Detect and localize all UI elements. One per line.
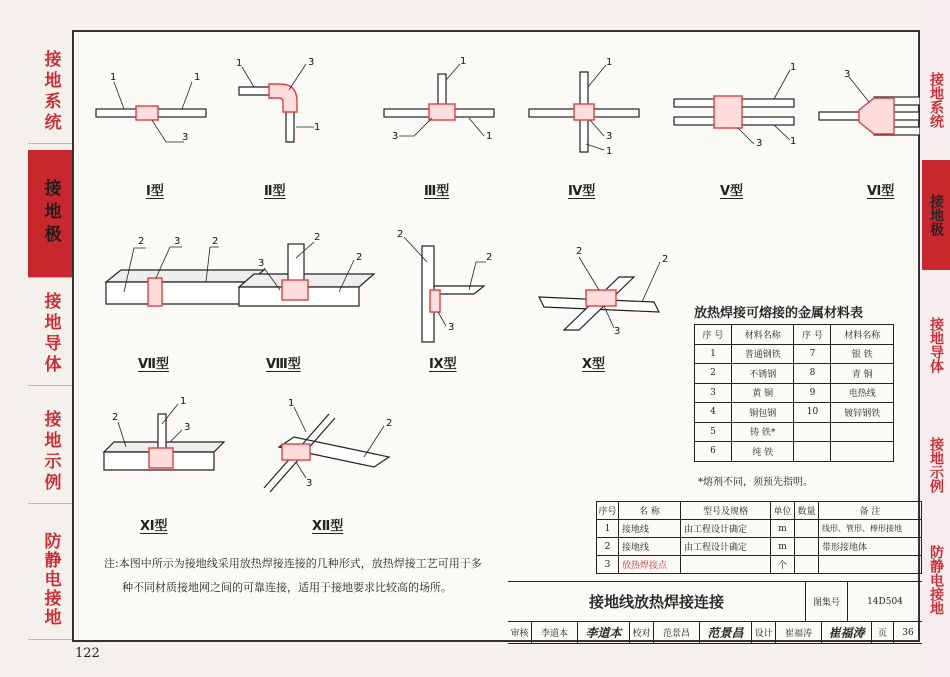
svg-text:1: 1 <box>486 131 493 142</box>
type-6-diagram <box>819 69 920 135</box>
type-4-diagram <box>529 57 639 157</box>
type-2-label: Ⅱ型 <box>264 184 286 199</box>
svg-text:3: 3 <box>306 478 313 489</box>
svg-text:1: 1 <box>110 72 117 83</box>
atlas-number: 14D504 <box>848 582 922 622</box>
svg-text:3: 3 <box>308 57 315 68</box>
reviewer-name: 李道本 <box>532 622 578 644</box>
svg-text:2: 2 <box>356 252 363 263</box>
type-10-diagram <box>539 246 668 337</box>
note-text: 注:本图中所示为接地线采用放热焊接连接的几种形式，放热焊接工艺可用于多 种不同材质接地网之间的可靠连接，适用于接地要求比较高的场所。 <box>104 557 482 594</box>
right-tab-bar <box>920 0 950 677</box>
svg-text:3: 3 <box>392 131 399 142</box>
type-2-diagram <box>236 57 320 142</box>
type-7-label: Ⅶ型 <box>138 357 170 372</box>
right-tab-ground-conductor[interactable]: 接地导体 <box>928 317 944 373</box>
right-tab-antistatic[interactable]: 防静电接地 <box>928 545 944 615</box>
svg-text:3: 3 <box>844 69 851 80</box>
svg-text:3: 3 <box>182 132 189 143</box>
svg-text:2: 2 <box>138 236 145 247</box>
table-row: 6 纯 铁 <box>695 442 894 462</box>
designer-signature: 崔福涛 <box>822 622 872 644</box>
type-8-diagram <box>239 232 374 306</box>
reviewer-signature: 李道本 <box>578 622 630 644</box>
svg-text:1: 1 <box>314 122 321 133</box>
svg-text:3: 3 <box>606 131 613 142</box>
type-5-label: Ⅴ型 <box>720 184 744 199</box>
svg-text:2: 2 <box>314 232 321 243</box>
table-header-row: 序 号 材料名称 序 号 材料名称 <box>695 325 894 345</box>
atlas-label: 图集号 <box>806 582 848 622</box>
svg-text:1: 1 <box>790 136 797 147</box>
table-header-row: 序号 名 称 型号及规格 单位 数量 备 注 <box>597 502 922 520</box>
type-4-label: Ⅳ型 <box>568 184 596 199</box>
designer-name: 崔福涛 <box>776 622 822 644</box>
svg-text:2: 2 <box>397 229 404 240</box>
materials-table <box>694 324 894 462</box>
materials-footnote: *熔剂不同，须预先指明。 <box>698 477 813 488</box>
table-row: 1 接地线 由工程设计确定 m 线形、管形、棒形接地 <box>597 520 922 538</box>
table-row: 1 普通钢铁 7 银 铁 <box>695 344 894 364</box>
drawing-sheet <box>72 30 920 642</box>
svg-text:3: 3 <box>174 236 181 247</box>
left-tab-bar <box>0 0 72 677</box>
svg-text:1: 1 <box>194 72 201 83</box>
svg-text:2: 2 <box>662 254 669 265</box>
svg-text:1: 1 <box>180 396 187 407</box>
table-row: 5 铸 铁* <box>695 422 894 442</box>
svg-text:3: 3 <box>614 326 621 337</box>
type-1-label: Ⅰ型 <box>146 184 164 199</box>
table-row: 3 黄 铜 9 电热线 <box>695 383 894 403</box>
svg-text:2: 2 <box>386 418 393 429</box>
type-9-label: Ⅸ型 <box>429 357 457 372</box>
type-5-diagram <box>674 62 796 149</box>
type-6-label: Ⅵ型 <box>867 184 895 199</box>
title-block: 接地线放热焊接连接 图集号 14D504 审核 李道本 李道本 校对 范景昌 范景昌 设计 崔福涛 崔福涛 页 36 <box>508 581 922 644</box>
type-12-diagram <box>264 398 392 492</box>
type-3-diagram <box>384 56 494 142</box>
type-1-diagram <box>96 72 206 143</box>
svg-text:3: 3 <box>756 138 763 149</box>
drawing-title: 接地线放热焊接连接 <box>508 582 806 622</box>
svg-text:2: 2 <box>212 236 219 247</box>
type-11-diagram <box>104 396 224 470</box>
svg-text:1: 1 <box>790 62 797 73</box>
right-tab-ground-example[interactable]: 接地示例 <box>928 437 944 493</box>
table-row: 2 不锈钢 8 青 铜 <box>695 364 894 384</box>
svg-text:1: 1 <box>606 146 613 157</box>
page-number-cell: 36 <box>894 622 922 644</box>
tab-ground-example[interactable]: 接地示例 <box>28 400 72 504</box>
tab-ground-conductor[interactable]: 接地导体 <box>28 282 72 386</box>
materials-title: 放热焊接可熔接的金属材料表 <box>694 306 864 321</box>
svg-text:3: 3 <box>448 322 455 333</box>
svg-text:1: 1 <box>288 398 295 409</box>
table-row: 3 放热焊接点 个 <box>597 556 922 574</box>
table-row: 2 接地线 由工程设计确定 m 带形接地体 <box>597 538 922 556</box>
right-tab-grounding-system[interactable]: 接地系统 <box>928 72 944 128</box>
svg-text:3: 3 <box>258 258 265 269</box>
tab-grounding-system[interactable]: 接地系统 <box>28 40 72 144</box>
svg-text:2: 2 <box>576 246 583 257</box>
type-11-label: Ⅺ型 <box>140 519 168 534</box>
svg-text:2: 2 <box>486 252 493 263</box>
type-3-label: Ⅲ型 <box>424 184 450 199</box>
svg-text:1: 1 <box>460 56 467 67</box>
tab-ground-electrode[interactable]: 接地极 <box>28 150 72 278</box>
tab-antistatic[interactable]: 防静电接地 <box>28 520 72 640</box>
type-8-label: Ⅷ型 <box>266 357 301 372</box>
type-9-diagram <box>397 229 492 342</box>
type-10-label: Ⅹ型 <box>582 357 606 372</box>
type-12-label: Ⅻ型 <box>312 519 344 534</box>
page-number: 122 <box>75 646 100 661</box>
svg-text:3: 3 <box>184 422 191 433</box>
svg-text:1: 1 <box>606 57 613 68</box>
svg-text:2: 2 <box>112 412 119 423</box>
checker-name: 范景昌 <box>654 622 700 644</box>
svg-text:1: 1 <box>236 58 243 69</box>
right-tab-ground-electrode[interactable]: 接地极 <box>922 160 950 270</box>
table-row: 4 铜包钢 10 镀锌钢铁 <box>695 403 894 423</box>
parts-table <box>596 501 922 574</box>
checker-signature: 范景昌 <box>700 622 752 644</box>
